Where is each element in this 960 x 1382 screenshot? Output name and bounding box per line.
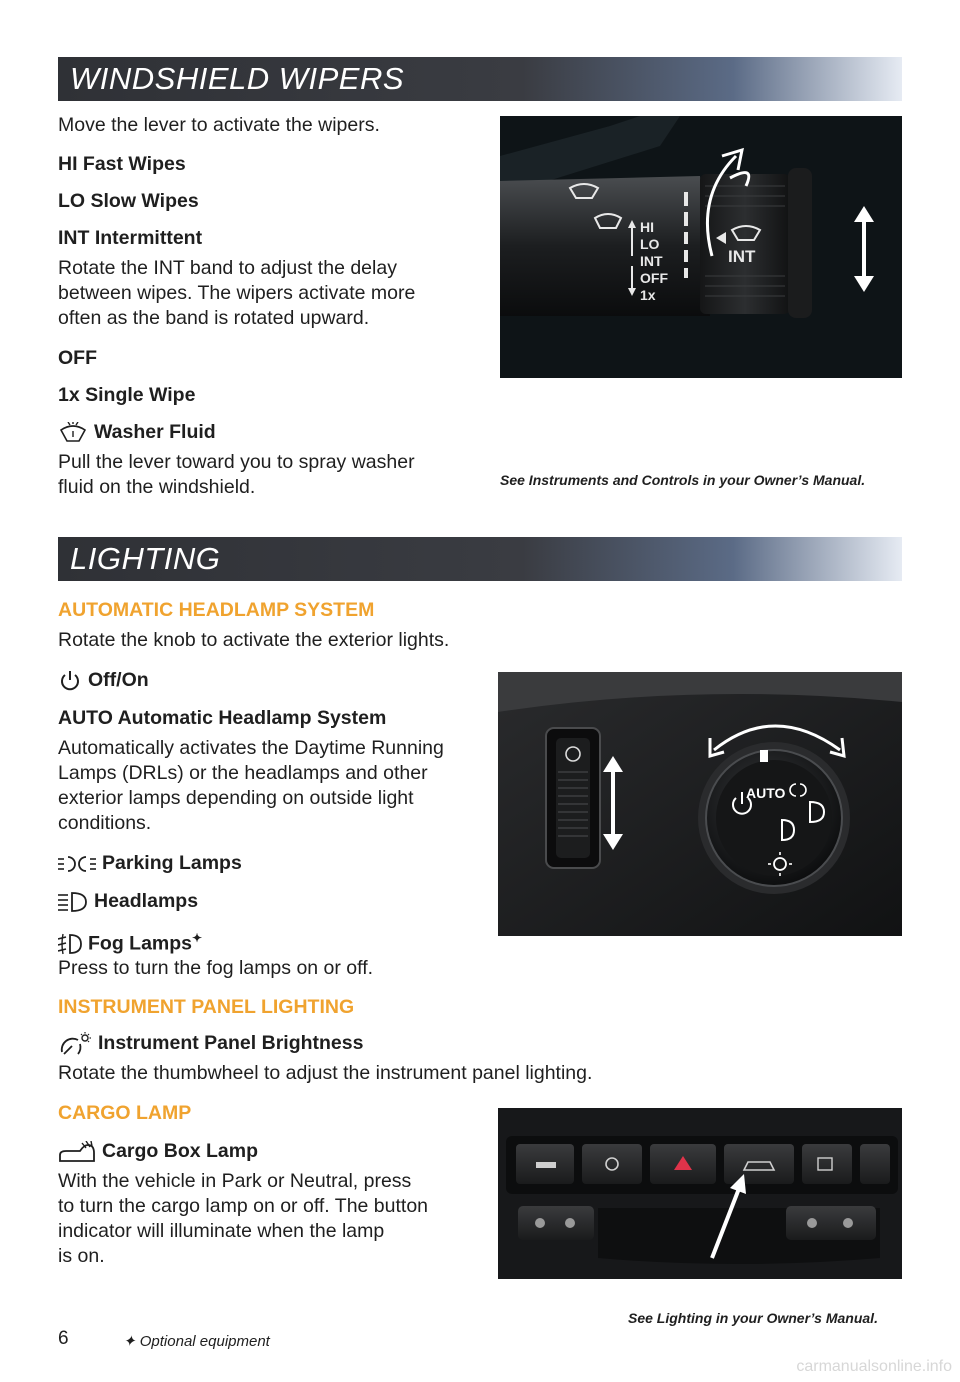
knob-label-auto: AUTO (746, 785, 786, 801)
lever-label-hi: HI (640, 219, 654, 235)
cargo-heading: CARGO LAMP (58, 1102, 192, 1124)
page-number: 6 (58, 1328, 69, 1349)
lighting-caption: See Lighting in your Owner’s Manual. (628, 1310, 878, 1326)
panel-brightness-icon (58, 1032, 92, 1056)
washer-desc-1: Pull the lever toward you to spray washer (58, 451, 415, 473)
auto-heading: AUTOMATIC HEADLAMP SYSTEM (58, 599, 375, 621)
lighting-banner (58, 537, 902, 581)
fog-desc: Press to turn the fog lamps on or off. (58, 957, 374, 979)
panel-heading: INSTRUMENT PANEL LIGHTING (58, 996, 355, 1018)
lighting-banner-title: LIGHTING (70, 541, 221, 576)
wipers-single: 1x Single Wipe (58, 384, 196, 406)
headlamps-icon (58, 891, 88, 913)
cargo-desc-4: is on. (58, 1245, 105, 1267)
wipers-int-desc-2: between wipes. The wipers activate more (58, 282, 416, 304)
cargo-desc-2: to turn the cargo lamp on or off. The button (58, 1195, 429, 1217)
auto-title: AUTO Automatic Headlamp System (58, 707, 387, 729)
cargo-row (58, 1139, 258, 1164)
wipers-int-desc-3: often as the band is rotated upward. (58, 307, 370, 329)
wipers-caption: See Instruments and Controls in your Owner’s Manual. (500, 472, 866, 488)
cargo-box-lamp-icon (58, 1141, 96, 1163)
fog-label: Fog Lamps (88, 932, 193, 955)
fog-lamps-icon (58, 933, 82, 955)
headlamps-row (58, 889, 198, 914)
panel-title: Instrument Panel Brightness (98, 1032, 364, 1054)
parking-row (58, 851, 242, 876)
optional-text: Optional equipment (139, 1333, 270, 1350)
wipers-lo: LO Slow Wipes (58, 190, 199, 212)
optional-mark: ✦ (123, 1333, 136, 1350)
headlamp-knob-photo (498, 672, 902, 936)
auto-desc-1: Automatically activates the Daytime Running (58, 737, 444, 759)
lever-label-lo: LO (640, 236, 660, 252)
optional-note (123, 1332, 270, 1350)
washer-fluid-icon (58, 422, 88, 444)
panel-row (58, 1031, 363, 1056)
wipers-int-desc-1: Rotate the INT band to adjust the delay (58, 257, 397, 279)
panel-desc: Rotate the thumbwheel to adjust the instrument panel lighting. (58, 1062, 593, 1084)
wipers-banner (58, 57, 902, 101)
washer-desc-2: fluid on the windshield. (58, 476, 256, 498)
wipers-int-title: INT Intermittent (58, 227, 203, 249)
offon-row (58, 668, 149, 693)
auto-desc-3: exterior lamps depending on outside light (58, 787, 414, 809)
wipers-off: OFF (58, 347, 97, 369)
cargo-title: Cargo Box Lamp (102, 1140, 259, 1162)
lever-label-off: OFF (640, 270, 668, 286)
lever-label-int: INT (640, 253, 663, 269)
cargo-desc-1: With the vehicle in Park or Neutral, press (58, 1170, 412, 1192)
fog-optional-mark: ✦ (192, 931, 203, 945)
wipers-intro: Move the lever to activate the wipers. (58, 114, 380, 136)
parking-label: Parking Lamps (102, 852, 242, 874)
auto-desc-4: conditions. (58, 812, 152, 834)
fog-row (58, 926, 202, 957)
power-icon (58, 669, 82, 693)
offon-label: Off/On (88, 669, 149, 691)
parking-lamps-icon (58, 854, 96, 874)
cargo-desc-3: indicator will illuminate when the lamp (58, 1220, 385, 1242)
band-label-int: INT (728, 247, 756, 266)
headlamps-label: Headlamps (94, 890, 199, 912)
wipers-banner-title: WINDSHIELD WIPERS (70, 61, 405, 96)
lever-label-1x: 1x (640, 287, 656, 303)
watermark: carmanualsonline.info (796, 1358, 952, 1375)
wipers-hi: HI Fast Wipes (58, 153, 186, 175)
washer-fluid-title: Washer Fluid (94, 421, 216, 443)
auto-desc-2: Lamps (DRLs) or the headlamps and other (58, 762, 428, 784)
wipers-washer-row (58, 420, 216, 445)
auto-intro: Rotate the knob to activate the exterior lights. (58, 629, 450, 651)
wiper-lever-photo (500, 116, 902, 378)
cargo-switch-photo (498, 1108, 902, 1279)
